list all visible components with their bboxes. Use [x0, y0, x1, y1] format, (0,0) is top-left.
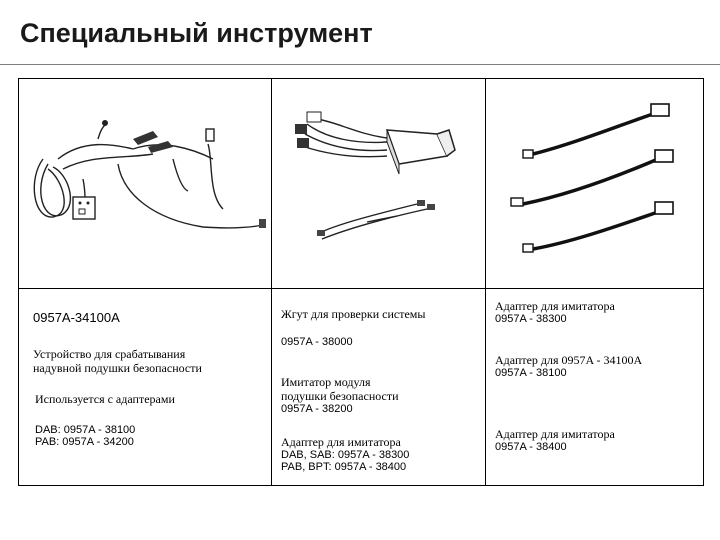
- harness-code: 0957A - 38000: [281, 336, 353, 348]
- adapter-38300: Адаптер для имитатора 0957A - 38300: [495, 299, 615, 325]
- adapter-list: DAB: 0957A - 38100 PAB: 0957A - 34200: [35, 424, 136, 448]
- row-divider: [19, 288, 703, 289]
- harness-label: Жгут для проверки системы: [281, 307, 426, 321]
- used-with-label: Используется с адаптерами: [35, 392, 175, 406]
- adapter-38400: Адаптер для имитатора 0957A - 38400: [495, 427, 615, 453]
- adapters-illustration: [493, 94, 701, 264]
- harness-simulator-illustration: [277, 94, 481, 254]
- simulator-adapter-label: Адаптер для имитатора DAB, SAB: 0957A - 38300 PAB, BPT: 0957A - 38400: [281, 435, 410, 473]
- adapter-38100: Адаптер для 0957A - 34100A 0957A - 38100: [495, 353, 643, 379]
- page-title: Специальный инструмент: [20, 18, 373, 48]
- title-divider: [0, 64, 720, 65]
- deployment-tool-illustration: [23, 99, 267, 249]
- tools-table: [18, 78, 704, 486]
- simulator-label: Имитатор модуля подушки безопасности 0957A - 38200: [281, 375, 399, 415]
- deployment-tool-description: Устройство для срабатывания надувной подушки безопасности: [33, 347, 202, 375]
- column-divider: [485, 79, 486, 485]
- deployment-tool-code: 0957A-34100A: [33, 310, 120, 325]
- column-divider: [271, 79, 272, 485]
